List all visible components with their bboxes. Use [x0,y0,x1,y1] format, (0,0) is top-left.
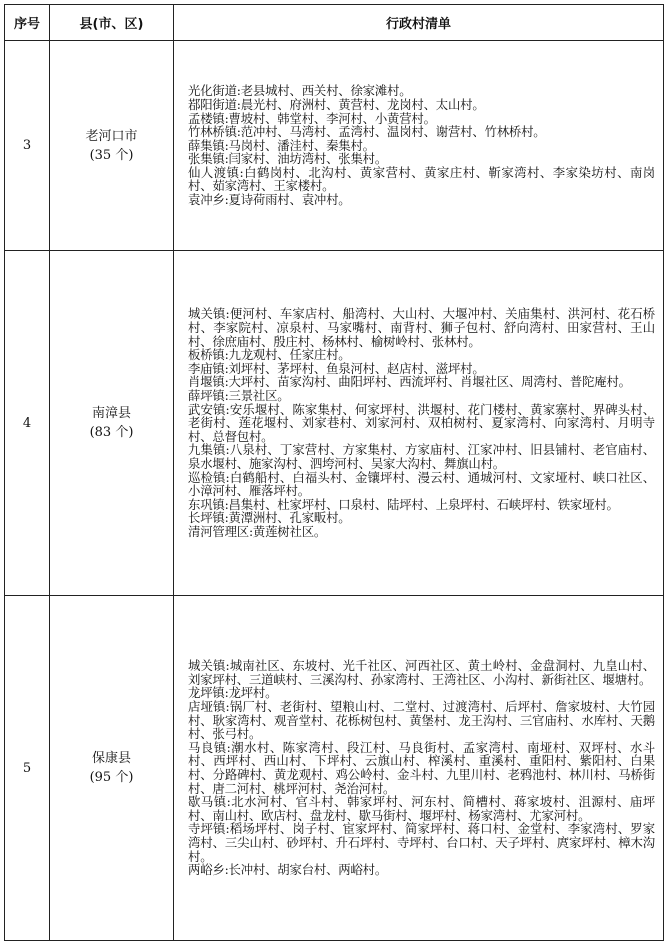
county-name: 老河口市 [85,128,138,144]
town-line: 李庙镇:刘坪村、茅坪村、鱼泉河村、赵店村、滋坪村。 [188,360,485,376]
county-cell [50,251,174,596]
row-index: 3 [5,41,50,251]
village-list [174,41,664,251]
county-name: 保康县 [91,751,131,766]
header-villages: 行政村清单 [174,5,664,41]
town-line: 袁冲乡:夏诗荷雨村、袁冲村。 [188,192,351,208]
town-line: 马良镇:潮水村、陈家湾村、段江村、马良街村、孟家湾村、南垭村、双坪村、水斗村、西坪村、西山村、下坪村、云旗山村、榨溪村、重溪村、重阳村、紫阳村、白果村、分路碑村、黄龙观村、鸡公岭村、金斗村、九里川村、老鸦池村、林川村、马桥街村、唐二河村、桃坪河村、尧治河村。 [188,739,655,796]
town-line: 寺坪镇:稻场坪村、岗子村、宦家坪村、简家坪村、蒋口村、金堂村、李家湾村、罗家湾村、三尖山村、砂坪村、升石坪村、寺坪村、台口村、天子坪村、庹家坪村、樟木沟村。 [188,821,655,864]
town-line: 仙人渡镇:白鹤岗村、北沟村、黄家营村、黄家庄村、靳家湾村、李家染坊村、南岗村、茹家湾村、王家楼村。 [188,164,655,194]
row-index: 4 [5,251,50,596]
town-line: 武安镇:安乐堰村、陈家集村、何家坪村、洪堰村、花门楼村、黄家寨村、界碑头村、老街村、莲花堰村、刘家巷村、刘家河村、双柏树村、夏家湾村、向家湾村、月明寺村、总督包村。 [188,401,655,444]
town-line: 肖堰镇:大坪村、苗家沟村、曲阳坪村、西流坪村、肖堰社区、周湾村、普陀庵村。 [188,374,631,390]
town-line: 九集镇:八泉村、丁家营村、方家集村、方家庙村、江家冲村、旧县铺村、老官庙村、泉水堰村、施家沟村、泗垮河村、吴家大沟村、舞旗山村。 [188,442,655,471]
row-index: 5 [5,596,50,941]
town-line: 巡检镇:白鹤船村、白福头村、金镶坪村、漫云村、通城河村、文家垭村、峡口社区、小漳河村、雁落坪村。 [188,469,655,499]
town-line: 龙坪镇:龙坪村。 [188,685,278,701]
town-line: 城关镇:便河村、车家店村、船湾村、大山村、大堰冲村、关庙集村、洪河村、花石桥村、李家院村、凉泉村、马家嘴村、南背村、狮子包村、舒向湾村、田家营村、王山村、徐庶庙村、殷庄村、杨林村、榆树岭村、张林村。 [188,306,655,349]
town-line: 板桥镇:九龙观村、任家庄村。 [188,347,351,363]
village-count: (35 个) [89,147,134,163]
village-count: (95 个) [89,770,134,785]
village-count: (83 个) [89,425,134,440]
header-county: 县(市、区) [50,5,174,41]
village-list [174,596,664,941]
header-row [5,5,664,41]
county-name: 南漳县 [91,406,131,421]
town-line: 薛集镇:马岗村、潘洼村、秦集村。 [188,137,375,153]
header-index: 序号 [5,5,50,41]
table-row [5,41,664,251]
table-row [5,251,664,596]
town-line: 薛坪镇:三景社区。 [188,388,290,404]
town-line: 清河管理区:黄莲树社区。 [188,523,327,539]
town-line: 长坪镇:黄潭洲村、孔家畈村。 [188,510,351,526]
village-list-table [4,4,664,941]
town-line: 两峪乡:长冲村、胡家台村、两峪村。 [188,862,388,878]
county-cell [50,596,174,941]
town-line: 店垭镇:锅厂村、老街村、望粮山村、二堂村、过渡湾村、后坪村、詹家坡村、大竹园村、耿家湾村、观音堂村、花栎树包村、黄堡村、龙王沟村、三官庙村、水库村、天鹅村、张弓村。 [188,699,655,742]
town-line: 歇马镇:北水河村、官斗村、韩家坪村、河东村、简槽村、蒋家坡村、沮源村、庙坪村、南山村、欧店村、盘龙村、歇马街村、堰坪村、杨家湾村、尤家河村。 [188,794,655,823]
town-line: 孟楼镇:曹坡村、韩堂村、李河村、小黄营村。 [188,110,436,126]
town-line: 张集镇:闫家村、油坊湾村、张集村。 [188,151,388,167]
county-cell [50,41,174,251]
town-line: 竹林桥镇:范冲村、马湾村、孟湾村、温岗村、谢营村、竹林桥村。 [188,124,546,140]
town-line: 光化街道:老县城村、西关村、徐家滩村。 [188,83,412,99]
town-line: 东巩镇:昌集村、杜家坪村、口泉村、陆坪村、上泉坪村、石峡坪村、铁家垭村。 [188,496,619,512]
town-line: 城关镇:城南社区、东坡村、光千社区、河西社区、黄土岭村、金盘洞村、九皇山村、刘家坪村、三道峡村、三溪沟村、孙家湾村、王湾社区、小沟村、新街社区、堰塘村。 [188,658,655,687]
table-row [5,596,664,941]
town-line: 鄀阳街道:晨光村、府洲村、黄营村、龙岗村、太山村。 [188,96,485,112]
village-list [174,251,664,596]
